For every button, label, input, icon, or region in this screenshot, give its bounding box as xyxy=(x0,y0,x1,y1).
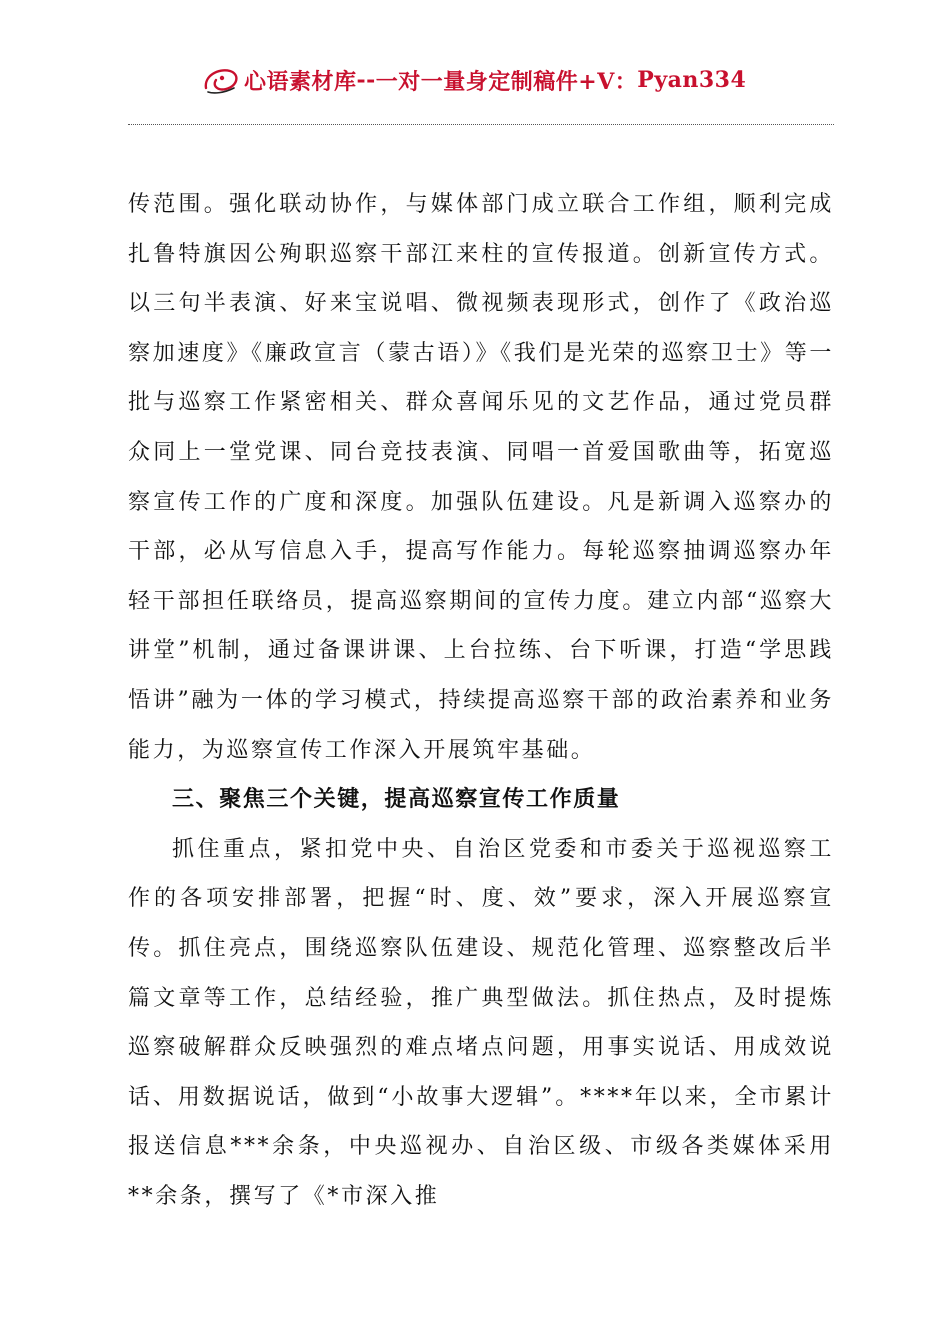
header-brand: 心语素材库 xyxy=(244,68,357,95)
document-body xyxy=(128,180,834,1221)
header-divider xyxy=(128,124,834,125)
brush-swirl-logo-icon xyxy=(200,62,244,98)
page-header xyxy=(200,60,746,100)
header-slogan: 一对一量身定制稿件+V： xyxy=(375,68,638,95)
section-heading: 三、聚焦三个关键，提高巡察宣传工作质量 xyxy=(172,786,621,813)
continuation-paragraph: 传范围。强化联动协作，与媒体部门成立联合工作组，顺利完成扎鲁特旗因公殉职巡察干部江来柱的宣传报道。创新宣传方式。以三句半表演、好来宝说唱、微视频表现形式，创作了《政治巡察加速度》《廉政宣言（蒙古语）》《我们是光荣的巡察卫士》等一批与巡察工作紧密相关、群众喜闻乐见的文艺作品，通过党员群众同上一堂党课、同台竞技表演、同唱一首爱国歌曲等，拓宽巡察宣传工作的广度和深度。加强队伍建设。凡是新调入巡察办的干部，必从写信息入手，提高写作能力。每轮巡察抽调巡察办年轻干部担任联络员，提高巡察期间的宣传力度。建立内部“巡察大讲堂”机制，通过备课讲课、上台拉练、台下听课，打造“学思践悟讲”融为一体的学习模式，持续提高巡察干部的政治素养和业务能力，为巡察宣传工作深入开展筑牢基础。 xyxy=(128,192,834,763)
header-separator: -- xyxy=(356,67,376,93)
header-contact: Pyan334 xyxy=(637,67,747,93)
section-paragraph: 抓住重点，紧扣党中央、自治区党委和市委关于巡视巡察工作的各项安排部署，把握“时、度、效”要求，深入开展巡察宣传。抓住亮点，围绕巡察队伍建设、规范化管理、巡察整改后半篇文章等工作，总结经验，推广典型做法。抓住热点，及时提炼巡察破解群众反映强烈的难点堵点问题，用事实说话、用成效说话、用数据说话，做到“小故事大逻辑”。****年以来，全市累计报送信息***余条，中央巡视办、自治区级、市级各类媒体采用**余条，撰写了《*市深入推 xyxy=(128,836,834,1209)
